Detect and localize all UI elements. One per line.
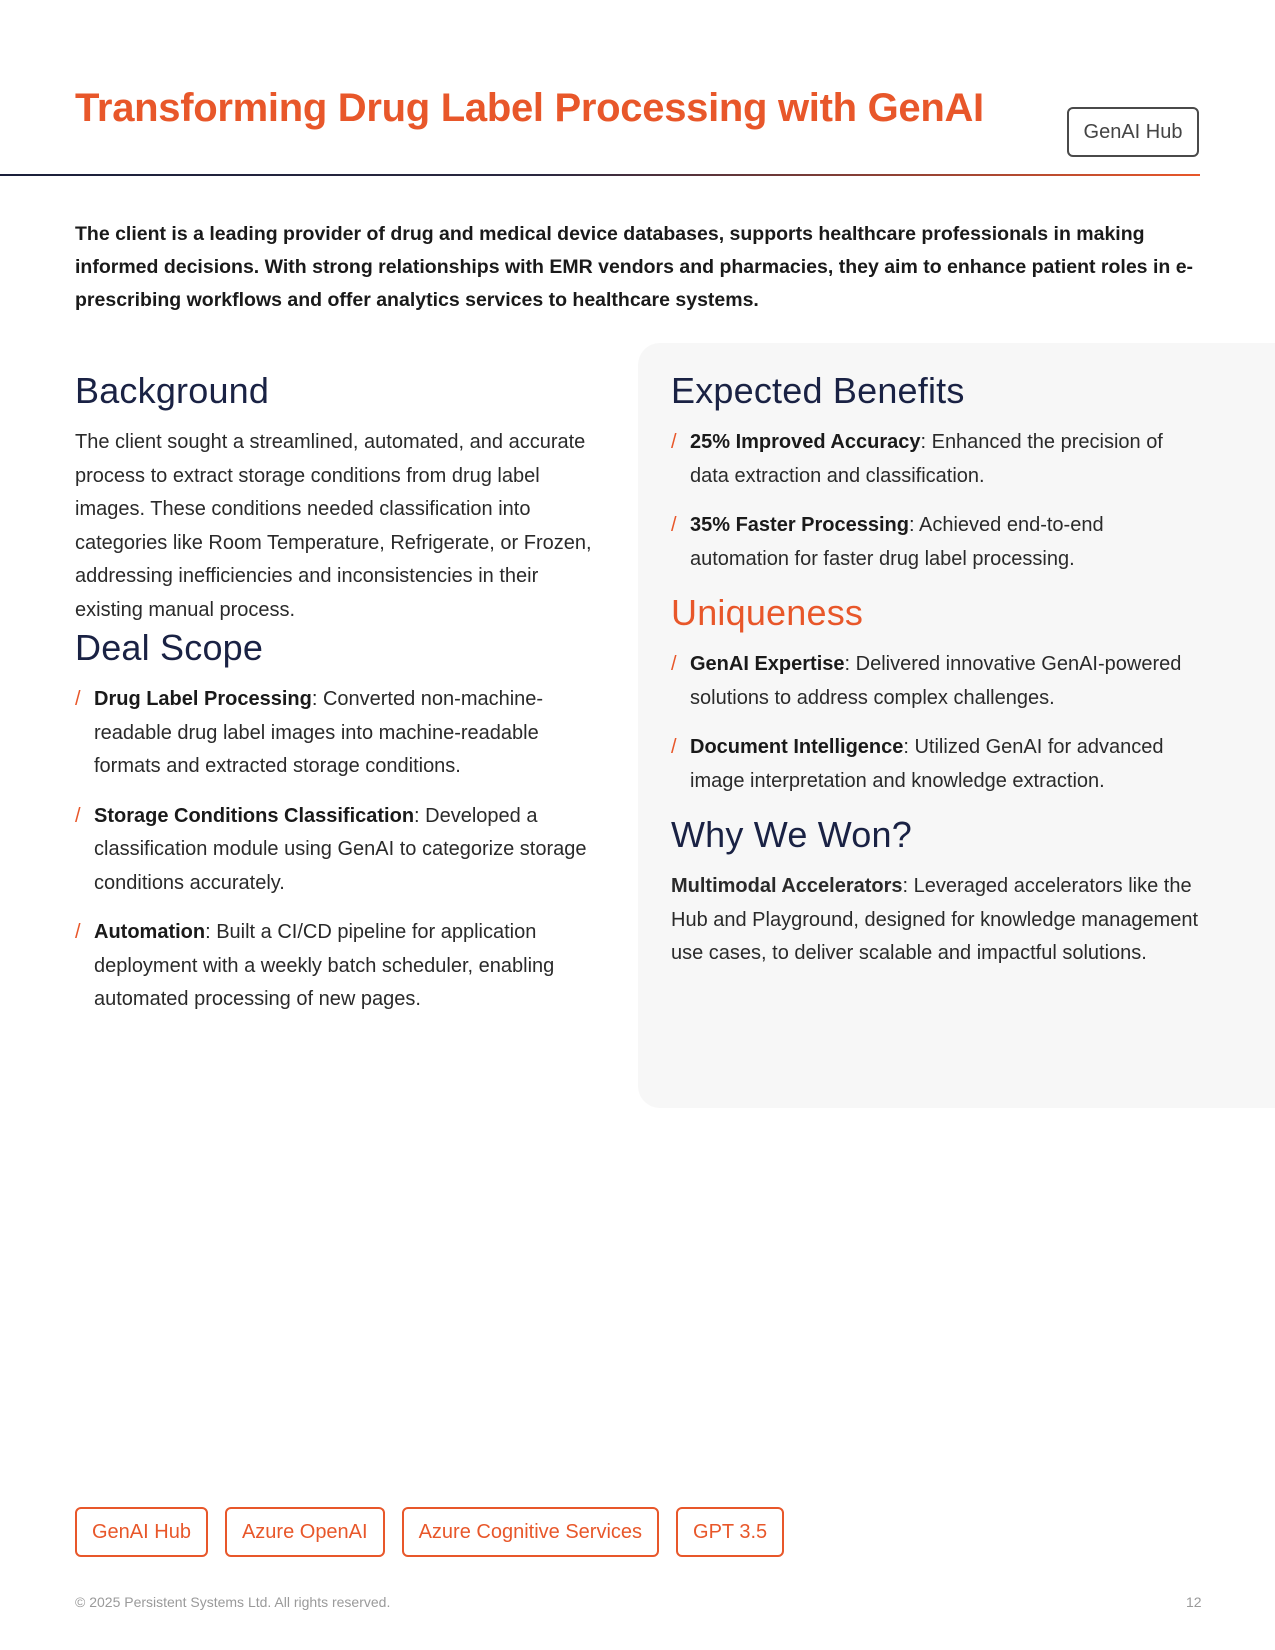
deal-scope-list: [75, 683, 605, 1017]
why-we-won-text: [671, 870, 1201, 971]
slash-bullet-icon: /: [75, 804, 81, 827]
tag-genai-hub: GenAI Hub: [75, 1507, 208, 1557]
tag-azure-openai: Azure OpenAI: [225, 1507, 385, 1557]
item-title: Storage Conditions Classification: [94, 804, 415, 827]
slash-bullet-icon: /: [671, 653, 677, 675]
item-title: Drug Label Processing: [94, 688, 312, 710]
expected-benefits-heading: Expected Benefits: [671, 370, 965, 411]
page-title: Transforming Drug Label Processing with GenAI: [75, 86, 984, 130]
footer-copyright: © 2025 Persistent Systems Ltd. All rights reserved.: [75, 1594, 391, 1610]
header-divider: [0, 174, 1200, 176]
product-badge: GenAI Hub: [1067, 107, 1199, 157]
deal-scope-heading: Deal Scope: [75, 627, 264, 668]
item-title: GenAI Expertise: [690, 653, 845, 675]
item-text: : Delivered innovative GenAI-powered solutions to address complex challenges.: [690, 653, 1182, 709]
benefits-list: [671, 426, 1201, 576]
item-text: : Utilized GenAI for advanced image interpretation and knowledge extraction.: [690, 736, 1164, 792]
uniqueness-list: [671, 648, 1201, 798]
list-item: [671, 648, 1201, 715]
left-column: [75, 370, 605, 1033]
list-item: [75, 800, 605, 901]
page-number: 12: [1186, 1594, 1202, 1610]
why-we-won-title: Multimodal Accelerators: [671, 875, 903, 897]
item-text: : Built a CI/CD pipeline for application deployment with a weekly batch scheduler, enabling automated processing of new pages.: [94, 921, 555, 1010]
list-item: [671, 509, 1201, 576]
tag-azure-cognitive-services: Azure Cognitive Services: [402, 1507, 659, 1557]
list-item: [75, 683, 605, 784]
why-we-won-heading: Why We Won?: [671, 814, 912, 855]
technology-tags: [75, 1507, 784, 1557]
item-text: : Converted non-machine-readable drug label images into machine-readable formats and extracted storage conditions.: [94, 688, 544, 777]
list-item: [671, 731, 1201, 798]
list-item: [671, 426, 1201, 493]
uniqueness-heading: Uniqueness: [671, 592, 864, 633]
slash-bullet-icon: /: [671, 514, 677, 536]
slash-bullet-icon: /: [75, 921, 81, 943]
background-heading: Background: [75, 370, 270, 411]
right-column: [671, 370, 1201, 971]
slash-bullet-icon: /: [671, 736, 677, 758]
item-title: 35% Faster Processing: [690, 514, 909, 536]
item-text: : Enhanced the precision of data extraction and classification.: [690, 431, 1163, 487]
tag-gpt-35: GPT 3.5: [676, 1507, 784, 1557]
item-title: Document Intelligence: [690, 736, 904, 758]
list-item: [75, 916, 605, 1017]
slash-bullet-icon: /: [75, 688, 81, 710]
item-title: 25% Improved Accuracy: [690, 431, 921, 453]
intro-paragraph: The client is a leading provider of drug and medical device databases, supports healthcare professionals in making informed decisions. With strong relationships with EMR vendors and pharmacies, they aim to enhance patient roles in e-prescribing workflows and offer analytics services to healthcare systems.: [75, 223, 1194, 311]
item-title: Automation: [94, 921, 206, 943]
item-text: : Achieved end-to-end automation for faster drug label processing.: [690, 514, 1104, 570]
slash-bullet-icon: /: [671, 431, 677, 453]
why-we-won-body: : Leveraged accelerators like the Hub and Playground, designed for knowledge management use cases, to deliver scalable and impactful solutions.: [671, 875, 1199, 964]
background-text: The client sought a streamlined, automated, and accurate process to extract storage conditions from drug label images. These conditions needed classification into categories like Room Temperature, Refrigerate, or Frozen, addressing inefficiencies and inconsistencies in their existing manual process.: [75, 431, 592, 621]
item-text: : Developed a classification module using GenAI to categorize storage conditions accurately.: [94, 804, 587, 894]
